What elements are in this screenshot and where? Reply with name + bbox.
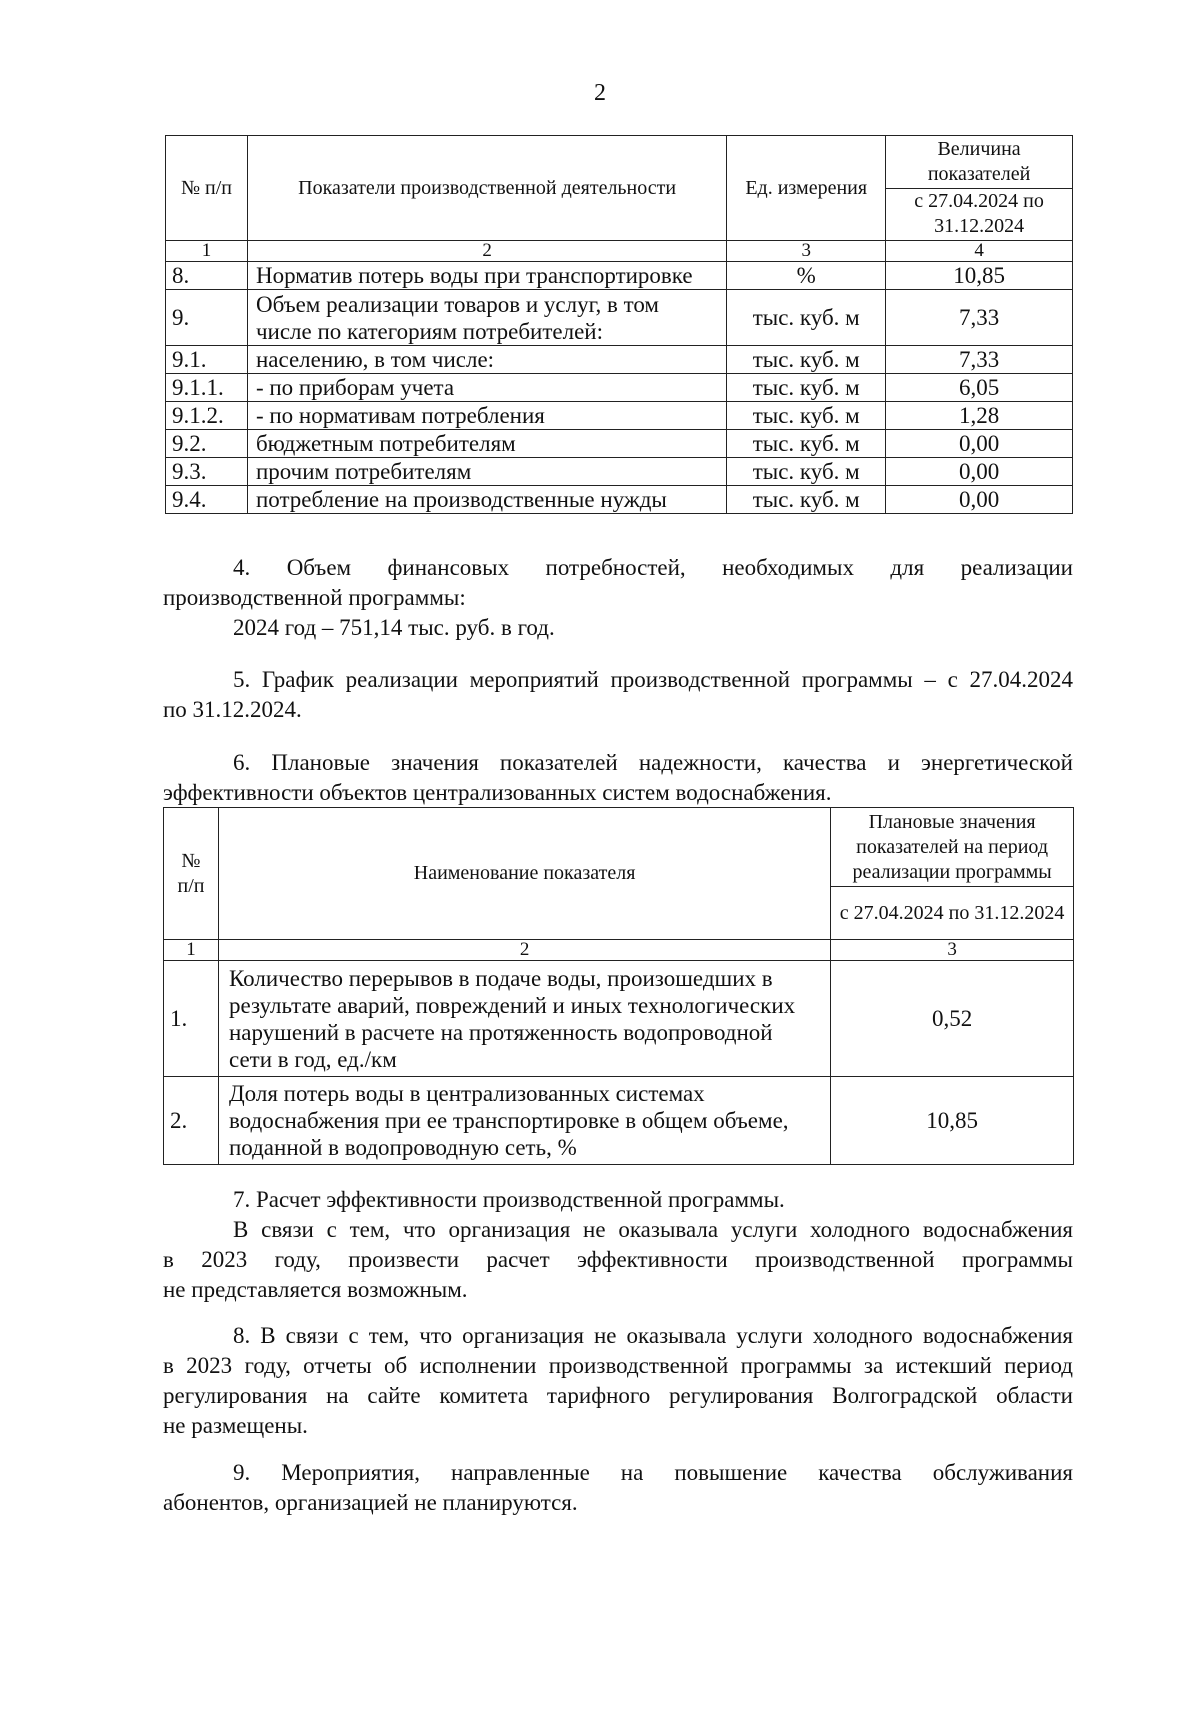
col-number: 2 bbox=[218, 940, 830, 961]
section-7 bbox=[163, 1185, 1073, 1305]
table-row bbox=[166, 458, 1073, 486]
row-value: 6,05 bbox=[886, 374, 1073, 402]
section-6 bbox=[163, 748, 1073, 808]
row-value: 7,33 bbox=[886, 290, 1073, 346]
row-value: 1,28 bbox=[886, 402, 1073, 430]
table-row bbox=[164, 1077, 1074, 1165]
row-value: 7,33 bbox=[886, 346, 1073, 374]
production-indicators-table bbox=[165, 135, 1073, 514]
section-8-line: в 2023 году, отчеты об исполнении производственной программы за истекший период bbox=[163, 1353, 1073, 1378]
table-row bbox=[166, 290, 1073, 346]
row-unit: тыс. куб. м bbox=[727, 346, 886, 374]
section-8 bbox=[163, 1321, 1073, 1441]
row-code: 9.1.2. bbox=[166, 402, 248, 430]
row-unit: тыс. куб. м bbox=[727, 430, 886, 458]
section-9-line: 9. Мероприятия, направленные на повышение качества обслуживания bbox=[233, 1460, 1073, 1485]
header-name: Наименование показателя bbox=[218, 808, 830, 940]
section-4-line: 2024 год – 751,14 тыс. руб. в год. bbox=[233, 615, 555, 640]
row-name: - по нормативам потребления bbox=[247, 402, 726, 430]
header-unit: Ед. измерения bbox=[727, 136, 886, 241]
row-value: 0,52 bbox=[831, 961, 1074, 1077]
column-number-row bbox=[164, 940, 1074, 961]
row-code: 9.4. bbox=[166, 486, 248, 514]
row-value: 0,00 bbox=[886, 486, 1073, 514]
table-header-row bbox=[164, 808, 1074, 887]
row-code: 8. bbox=[166, 262, 248, 290]
table-row bbox=[166, 486, 1073, 514]
col-number: 2 bbox=[247, 241, 726, 262]
row-code: 1. bbox=[164, 961, 219, 1077]
header-num: № п/п bbox=[166, 136, 248, 241]
section-6-line: эффективности объектов централизованных систем водоснабжения. bbox=[163, 780, 832, 805]
col-number: 3 bbox=[831, 940, 1074, 961]
section-5 bbox=[163, 665, 1073, 725]
row-name: прочим потребителям bbox=[247, 458, 726, 486]
row-code: 9.1. bbox=[166, 346, 248, 374]
row-value: 0,00 bbox=[886, 458, 1073, 486]
table-row bbox=[166, 262, 1073, 290]
col-number: 4 bbox=[886, 241, 1073, 262]
table-row bbox=[164, 961, 1074, 1077]
row-name: - по приборам учета bbox=[247, 374, 726, 402]
row-unit: тыс. куб. м bbox=[727, 374, 886, 402]
row-name: Норматив потерь воды при транспортировке bbox=[247, 262, 726, 290]
row-name: населению, в том числе: bbox=[247, 346, 726, 374]
row-name: Доля потерь воды в централизованных системах водоснабжения при ее транспортировке в общем объеме, поданной в водопроводную сеть, % bbox=[218, 1077, 830, 1165]
col-number: 3 bbox=[727, 241, 886, 262]
row-code: 9.3. bbox=[166, 458, 248, 486]
table-row bbox=[166, 346, 1073, 374]
section-5-line: 5. График реализации мероприятий производственной программы – с 27.04.2024 bbox=[233, 667, 1073, 692]
row-name: бюджетным потребителям bbox=[247, 430, 726, 458]
section-8-line: не размещены. bbox=[163, 1413, 308, 1438]
table-row bbox=[166, 374, 1073, 402]
header-name: Показатели производственной деятельности bbox=[247, 136, 726, 241]
row-name: Объем реализации товаров и услуг, в том числе по категориям потребителей: bbox=[247, 290, 726, 346]
header-value-period: с 27.04.2024 по 31.12.2024 bbox=[886, 188, 1073, 241]
table-header-row bbox=[166, 136, 1073, 189]
section-4-line: 4. Объем финансовых потребностей, необходимых для реализации bbox=[233, 555, 1073, 580]
header-value-top: Плановые значения показателей на период реализации программы bbox=[831, 808, 1074, 887]
section-9 bbox=[163, 1458, 1073, 1518]
row-unit: % bbox=[727, 262, 886, 290]
header-num: № п/п bbox=[164, 808, 219, 940]
row-code: 9. bbox=[166, 290, 248, 346]
section-8-line: регулирования на сайте комитета тарифного регулирования Волгоградской области bbox=[163, 1383, 1073, 1408]
row-code: 9.2. bbox=[166, 430, 248, 458]
section-4-line: производственной программы: bbox=[163, 585, 466, 610]
column-number-row bbox=[166, 241, 1073, 262]
row-value: 10,85 bbox=[886, 262, 1073, 290]
row-name: потребление на производственные нужды bbox=[247, 486, 726, 514]
section-7-line: в 2023 году, произвести расчет эффективности производственной программы bbox=[163, 1247, 1073, 1272]
row-code: 9.1.1. bbox=[166, 374, 248, 402]
row-value: 0,00 bbox=[886, 430, 1073, 458]
section-5-line: по 31.12.2024. bbox=[163, 697, 302, 722]
header-value-period: с 27.04.2024 по 31.12.2024 bbox=[831, 887, 1074, 940]
col-number: 1 bbox=[166, 241, 248, 262]
reliability-indicators-table bbox=[163, 807, 1074, 1165]
section-7-line: не представляется возможным. bbox=[163, 1277, 468, 1302]
section-6-line: 6. Плановые значения показателей надежности, качества и энергетической bbox=[233, 750, 1073, 775]
row-unit: тыс. куб. м bbox=[727, 486, 886, 514]
section-8-line: 8. В связи с тем, что организация не оказывала услуги холодного водоснабжения bbox=[233, 1323, 1073, 1348]
table-row bbox=[166, 402, 1073, 430]
section-9-line: абонентов, организацией не планируются. bbox=[163, 1490, 578, 1515]
section-4 bbox=[163, 553, 1073, 643]
row-name: Количество перерывов в подаче воды, произошедших в результате аварий, повреждений и иных технологических нарушений в расчете на протяженность водопроводной сети в год, ед./км bbox=[218, 961, 830, 1077]
col-number: 1 bbox=[164, 940, 219, 961]
row-code: 2. bbox=[164, 1077, 219, 1165]
section-7-line: В связи с тем, что организация не оказывала услуги холодного водоснабжения bbox=[233, 1217, 1073, 1242]
row-unit: тыс. куб. м bbox=[727, 458, 886, 486]
table-row bbox=[166, 430, 1073, 458]
row-unit: тыс. куб. м bbox=[727, 402, 886, 430]
section-7-line: 7. Расчет эффективности производственной программы. bbox=[233, 1187, 785, 1212]
page-number: 2 bbox=[594, 80, 606, 106]
row-value: 10,85 bbox=[831, 1077, 1074, 1165]
row-unit: тыс. куб. м bbox=[727, 290, 886, 346]
header-value-top: Величина показателей bbox=[886, 136, 1073, 189]
